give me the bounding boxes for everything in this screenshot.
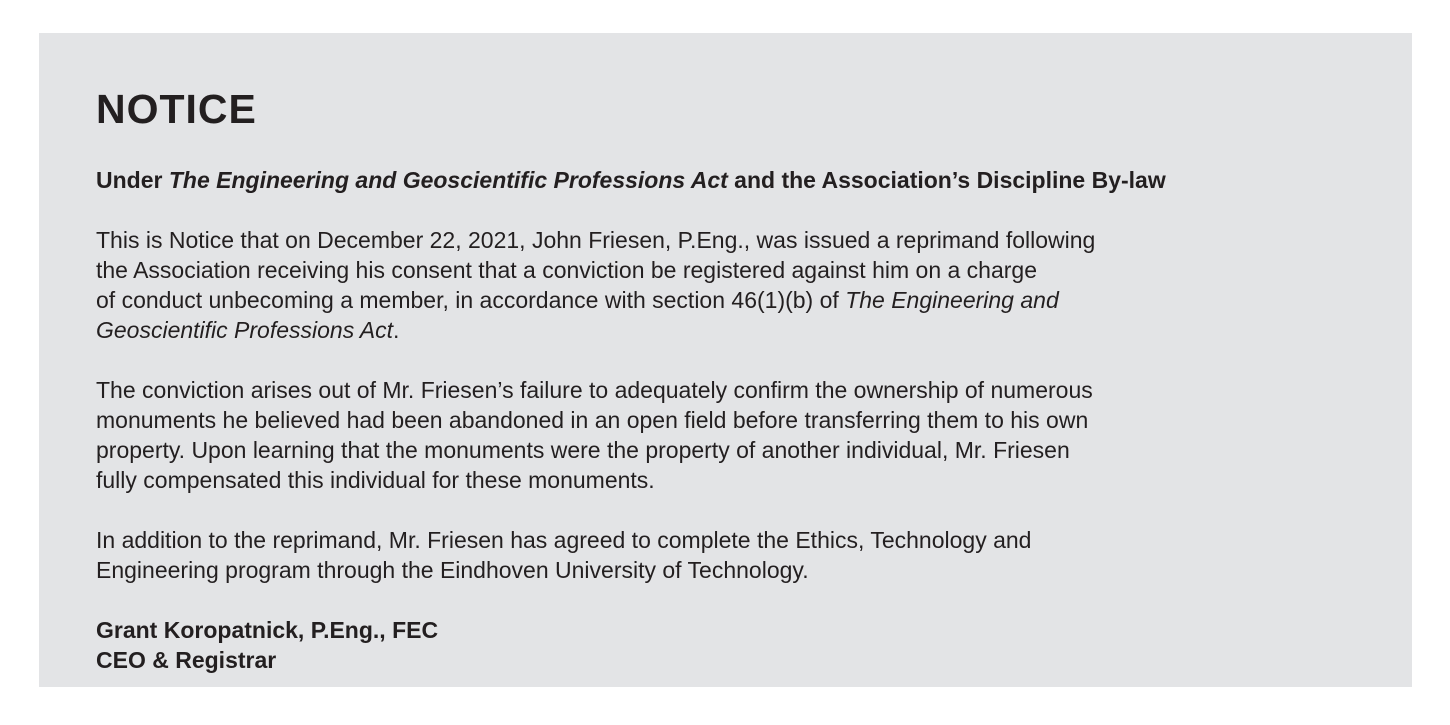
paragraph-line: property. Upon learning that the monuments were the property of another individual, Mr. Friesen	[96, 437, 1070, 463]
paragraph-line: fully compensated this individual for these monuments.	[96, 467, 655, 493]
notice-box	[39, 33, 1412, 687]
subtitle-act: The Engineering and Geoscientific Professions Act	[168, 167, 728, 193]
paragraph-text: .	[393, 317, 400, 343]
paragraph-line	[96, 315, 1321, 345]
signature-name: Grant Koropatnick, P.Eng., FEC	[96, 617, 439, 643]
notice-title: NOTICE	[96, 86, 257, 132]
act-reference: Geoscientific Professions Act	[96, 317, 393, 343]
paragraph-line: the Association receiving his consent that a conviction be registered against him on a charge	[96, 257, 1038, 283]
paragraph-reprimand	[96, 225, 1321, 345]
notice-subtitle	[96, 165, 1412, 195]
paragraph-line: monuments he believed had been abandoned in an open field before transferring them to his own	[96, 407, 1089, 433]
paragraph-conviction	[96, 375, 1321, 495]
paragraph-program	[96, 525, 1321, 585]
signature-block	[96, 615, 1412, 675]
paragraph-line: In addition to the reprimand, Mr. Friesen has agreed to complete the Ethics, Technology and	[96, 527, 1032, 553]
paragraph-line: The conviction arises out of Mr. Friesen’s failure to adequately confirm the ownership of numerous	[96, 377, 1093, 403]
paragraph-line	[96, 285, 1321, 315]
signature-role: CEO & Registrar	[96, 647, 277, 673]
paragraph-text: of conduct unbecoming a member, in accordance with section 46(1)(b) of	[96, 287, 846, 313]
paragraph-line: Engineering program through the Eindhoven University of Technology.	[96, 557, 809, 583]
paragraph-line: This is Notice that on December 22, 2021, John Friesen, P.Eng., was issued a reprimand following	[96, 227, 1096, 253]
subtitle-prefix: Under	[96, 167, 169, 193]
subtitle-suffix: and the Association’s Discipline By-law	[727, 167, 1166, 193]
act-reference: The Engineering and	[845, 287, 1059, 313]
